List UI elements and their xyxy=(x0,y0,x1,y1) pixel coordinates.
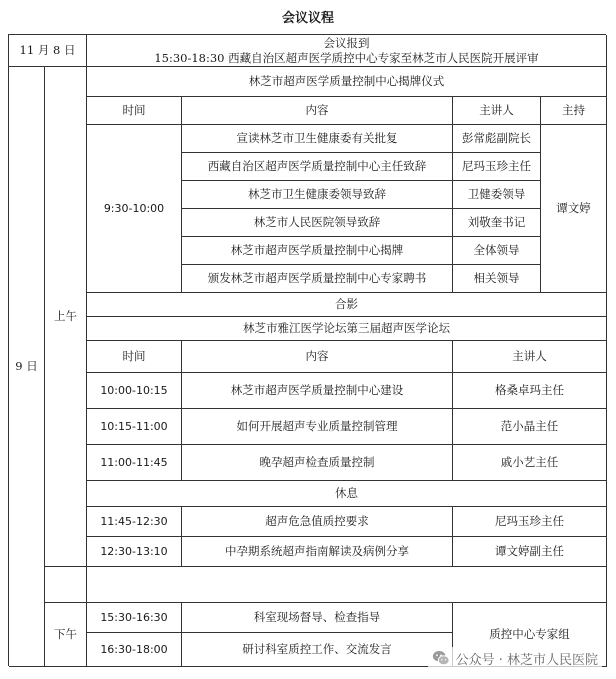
ceremony-header-host: 主持 xyxy=(541,97,607,125)
watermark xyxy=(428,647,602,669)
forum-header-speaker: 主讲人 xyxy=(453,341,607,373)
ceremony-content: 西藏自治区超声医学质量控制中心主任致辞 xyxy=(182,153,453,181)
forum-header-time: 时间 xyxy=(87,341,182,373)
ceremony-content: 颁发林芝市超声医学质量控制中心专家聘书 xyxy=(182,265,453,293)
forum-speaker: 谭文婷副主任 xyxy=(453,537,607,567)
blank-row xyxy=(87,567,607,603)
ceremony-content: 林芝市人民医院领导致辞 xyxy=(182,209,453,237)
morning-label: 上午 xyxy=(45,67,87,567)
forum-speaker: 尼玛玉珍主任 xyxy=(453,507,607,537)
afternoon-content: 研讨科室质控工作、交流发言 xyxy=(182,633,453,667)
ceremony-header-speaker: 主讲人 xyxy=(453,97,541,125)
ceremony-speaker: 尼玛玉珍主任 xyxy=(453,153,541,181)
forum-content: 晚孕超声检查质量控制 xyxy=(182,445,453,481)
forum-title: 林芝市雅江医学论坛第三届超声医学论坛 xyxy=(87,317,607,341)
ceremony-content: 林芝市超声医学质量控制中心揭牌 xyxy=(182,237,453,265)
ceremony-content: 林芝市卫生健康委领导致辞 xyxy=(182,181,453,209)
blank-spacer xyxy=(45,567,87,603)
day8-detail: 15:30-18:30 西藏自治区超声医学质控中心专家至林芝市人民医院开展评审 xyxy=(154,50,539,65)
forum-speaker: 范小晶主任 xyxy=(453,409,607,445)
forum-speaker: 格桑卓玛主任 xyxy=(453,373,607,409)
ceremony-speaker: 彭常彪副院长 xyxy=(453,125,541,153)
day8-date: 11 月 8 日 xyxy=(9,35,87,67)
photo-row: 合影 xyxy=(87,293,607,317)
agenda-title: 会议议程 xyxy=(281,11,334,26)
ceremony-content: 宣读林芝市卫生健康委有关批复 xyxy=(182,125,453,153)
forum-time: 11:45-12:30 xyxy=(87,507,182,537)
ceremony-speaker: 刘敬奎书记 xyxy=(453,209,541,237)
day8-heading: 会议报到 xyxy=(323,35,370,50)
ceremony-title: 林芝市超声医学质量控制中心揭牌仪式 xyxy=(87,67,607,97)
ceremony-speaker: 相关领导 xyxy=(453,265,541,293)
afternoon-content: 科室现场督导、检查指导 xyxy=(182,603,453,633)
forum-time: 12:30-13:10 xyxy=(87,537,182,567)
afternoon-speaker: 质控中心专家组 xyxy=(453,603,607,667)
break-row: 休息 xyxy=(87,481,607,507)
forum-content: 如何开展超声专业质量控制管理 xyxy=(182,409,453,445)
forum-time: 10:15-11:00 xyxy=(87,409,182,445)
afternoon-time: 15:30-16:30 xyxy=(87,603,182,633)
ceremony-header-time: 时间 xyxy=(87,97,182,125)
ceremony-host: 谭文婷 xyxy=(541,125,607,293)
afternoon-time: 16:30-18:00 xyxy=(87,633,182,667)
day9-date: 9 日 xyxy=(9,67,45,667)
forum-time: 11:00-11:45 xyxy=(87,445,182,481)
ceremony-speaker: 全体领导 xyxy=(453,237,541,265)
ceremony-speaker: 卫健委领导 xyxy=(453,181,541,209)
wechat-icon xyxy=(432,649,450,667)
forum-header-content: 内容 xyxy=(182,341,453,373)
ceremony-header-content: 内容 xyxy=(182,97,453,125)
forum-time: 10:00-10:15 xyxy=(87,373,182,409)
forum-content: 林芝市超声医学质量控制中心建设 xyxy=(182,373,453,409)
forum-speaker: 戚小艺主任 xyxy=(453,445,607,481)
forum-content: 超声危急值质控要求 xyxy=(182,507,453,537)
ceremony-time: 9:30-10:00 xyxy=(87,125,182,293)
forum-content: 中孕期系统超声指南解读及病例分享 xyxy=(182,537,453,567)
watermark-text: 公众号 · 林芝市人民医院 xyxy=(455,652,598,668)
agenda-table xyxy=(8,34,606,666)
afternoon-label: 下午 xyxy=(45,603,87,667)
day8-info xyxy=(87,35,607,67)
